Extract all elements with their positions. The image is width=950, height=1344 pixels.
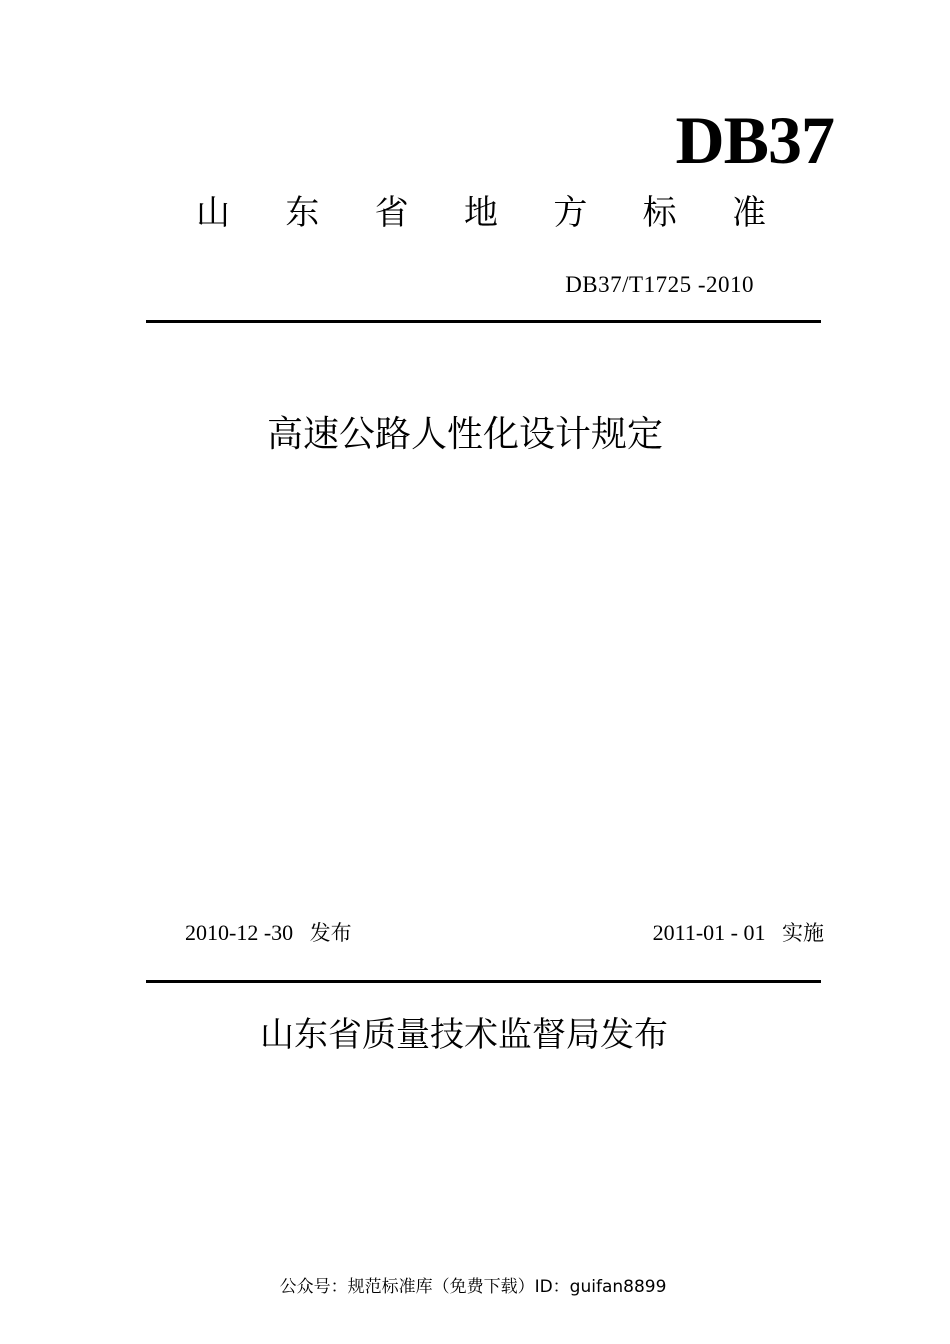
standard-type-char: 省 bbox=[374, 193, 409, 233]
footer-note: 公众号：规范标准库（免费下载）ID：guifan8899 bbox=[279, 1277, 667, 1297]
effective-date: 2011-01 - 01 bbox=[652, 920, 766, 945]
bottom-divider bbox=[146, 980, 821, 983]
standard-type-char: 东 bbox=[285, 193, 320, 233]
top-divider bbox=[146, 320, 821, 323]
document-title: 高速公路人性化设计规定 bbox=[266, 414, 663, 455]
standard-type-char: 方 bbox=[553, 193, 588, 233]
standard-type-heading bbox=[196, 190, 766, 236]
effective-label: 实施 bbox=[782, 921, 824, 945]
standard-type-char: 标 bbox=[642, 193, 677, 233]
standard-type-char: 地 bbox=[463, 193, 498, 233]
release-date-line bbox=[185, 918, 352, 948]
standard-type-char: 准 bbox=[731, 193, 766, 233]
release-label: 发布 bbox=[309, 921, 352, 945]
effective-date-line bbox=[653, 918, 824, 948]
publisher: 山东省质量技术监督局发布 bbox=[260, 1015, 668, 1055]
standard-number: DB37/T1725 -2010 bbox=[565, 272, 754, 297]
release-date: 2010-12 -30 bbox=[185, 920, 294, 945]
standard-type-char: 山 bbox=[196, 193, 230, 233]
standard-code: DB37 bbox=[675, 102, 834, 178]
